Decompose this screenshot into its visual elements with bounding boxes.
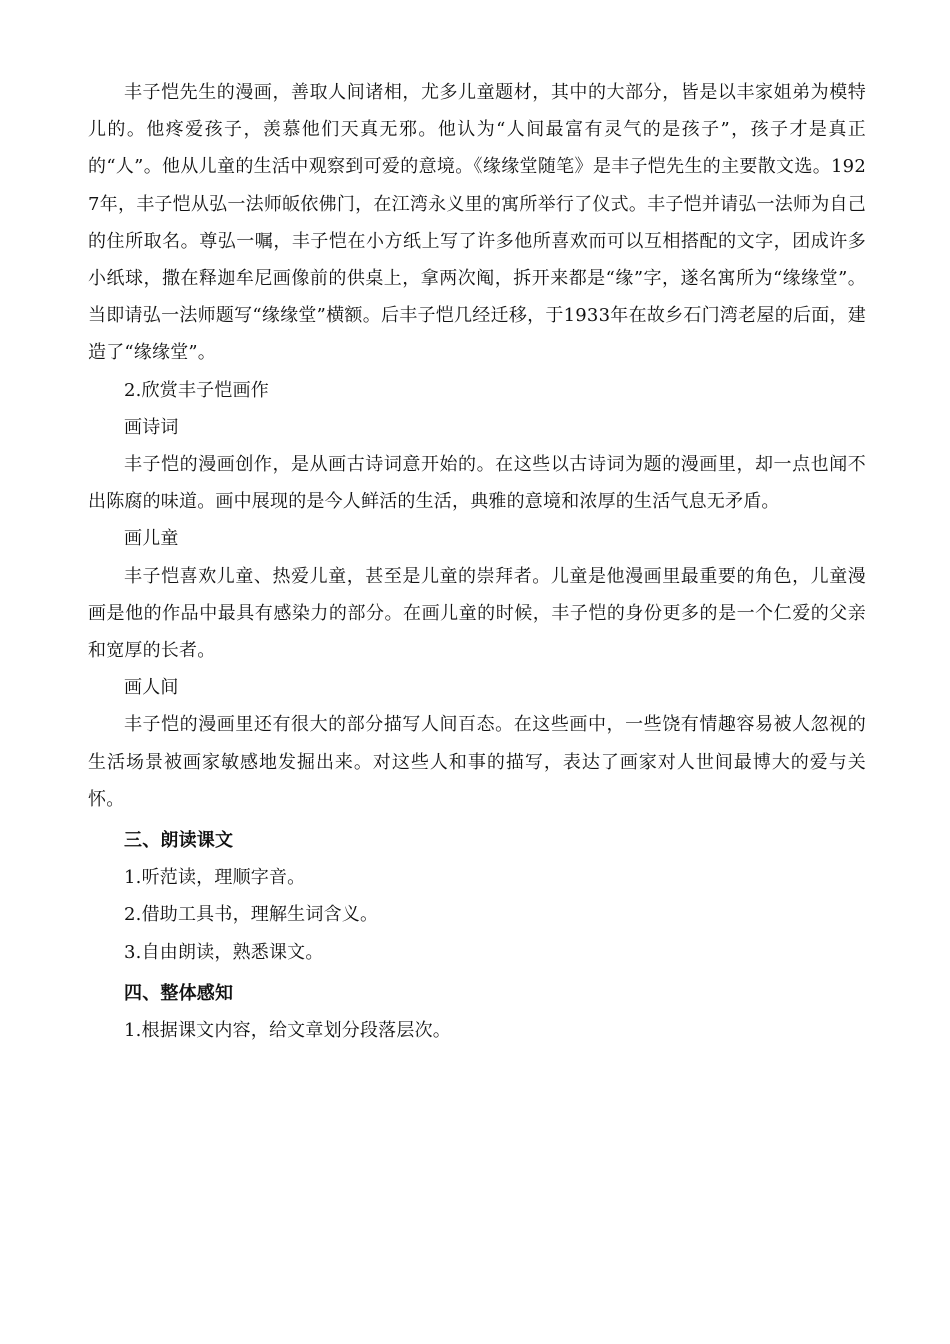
list-item-listen-reading: 1.听范读，理顺字音。 xyxy=(124,867,306,889)
section-heading-reading: 三、朗读课文 xyxy=(124,830,234,852)
paragraph-children-paintings: 丰子恺喜欢儿童、热爱儿童，甚至是儿童的崇拜者。儿童是他漫画里最重要的角色，儿童漫画是他的作品中最具有感染力的部分。在画儿童的时候，丰子恺的身份更多的是一个仁爱的父亲和宽厚的长者。 xyxy=(88,565,866,662)
subheading-poetry-paintings: 画诗词 xyxy=(124,416,179,438)
subheading-children-paintings: 画儿童 xyxy=(124,528,179,550)
paragraph-poetry-paintings: 丰子恺的漫画创作，是从画古诗词意开始的。在这些以古诗词为题的漫画里，却一点也闻不出陈腐的味道。画中展现的是今人鲜活的生活，典雅的意境和浓厚的生活气息无矛盾。 xyxy=(88,454,866,513)
list-item-use-reference-books: 2.借助工具书，理解生词含义。 xyxy=(124,904,379,926)
subheading-human-world-paintings: 画人间 xyxy=(124,677,179,699)
paragraph-human-world-paintings: 丰子恺的漫画里还有很大的部分描写人间百态。在这些画中，一些饶有情趣容易被人忽视的生活场景被画家敏感地发掘出来。对这些人和事的描写，表达了画家对人世间最博大的爱与关怀。 xyxy=(88,714,866,810)
list-item-divide-paragraphs: 1.根据课文内容，给文章划分段落层次。 xyxy=(124,1020,451,1042)
document-body xyxy=(88,74,866,1049)
list-item-free-reading: 3.自由朗读，熟悉课文。 xyxy=(124,941,324,963)
paragraph-feng-zikai-intro: 丰子恺先生的漫画，善取人间诸相，尤多儿童题材，其中的大部分，皆是以丰家姐弟为模特儿的。他疼爱孩子，羡慕他们天真无邪。他认为“人间最富有灵气的是孩子”，孩子才是真正的“人”。他从儿童的生活中观察到可爱的意境。《缘缘堂随笔》是丰子恺先生的主要散文选。1927年，丰子恺从弘一法师皈依佛门，在江湾永义里的寓所举行了仪式。丰子恺并请弘一法师为自己的住所取名。尊弘一嘱，丰子恺在小方纸上写了许多他所喜欢而可以互相搭配的文字，团成许多小纸球，撒在释迦牟尼画像前的供桌上，拿两次阄，拆开来都是“缘”字，遂名寓所为“缘缘堂”。当即请弘一法师题写“缘缘堂”横额。后丰子恺几经迁移，于1933年在故乡石门湾老屋的后面，建造了“缘缘堂”。 xyxy=(88,82,866,364)
paragraph-appreciate-paintings: 2.欣赏丰子恺画作 xyxy=(124,379,269,401)
section-heading-overall-perception: 四、整体感知 xyxy=(124,982,234,1004)
